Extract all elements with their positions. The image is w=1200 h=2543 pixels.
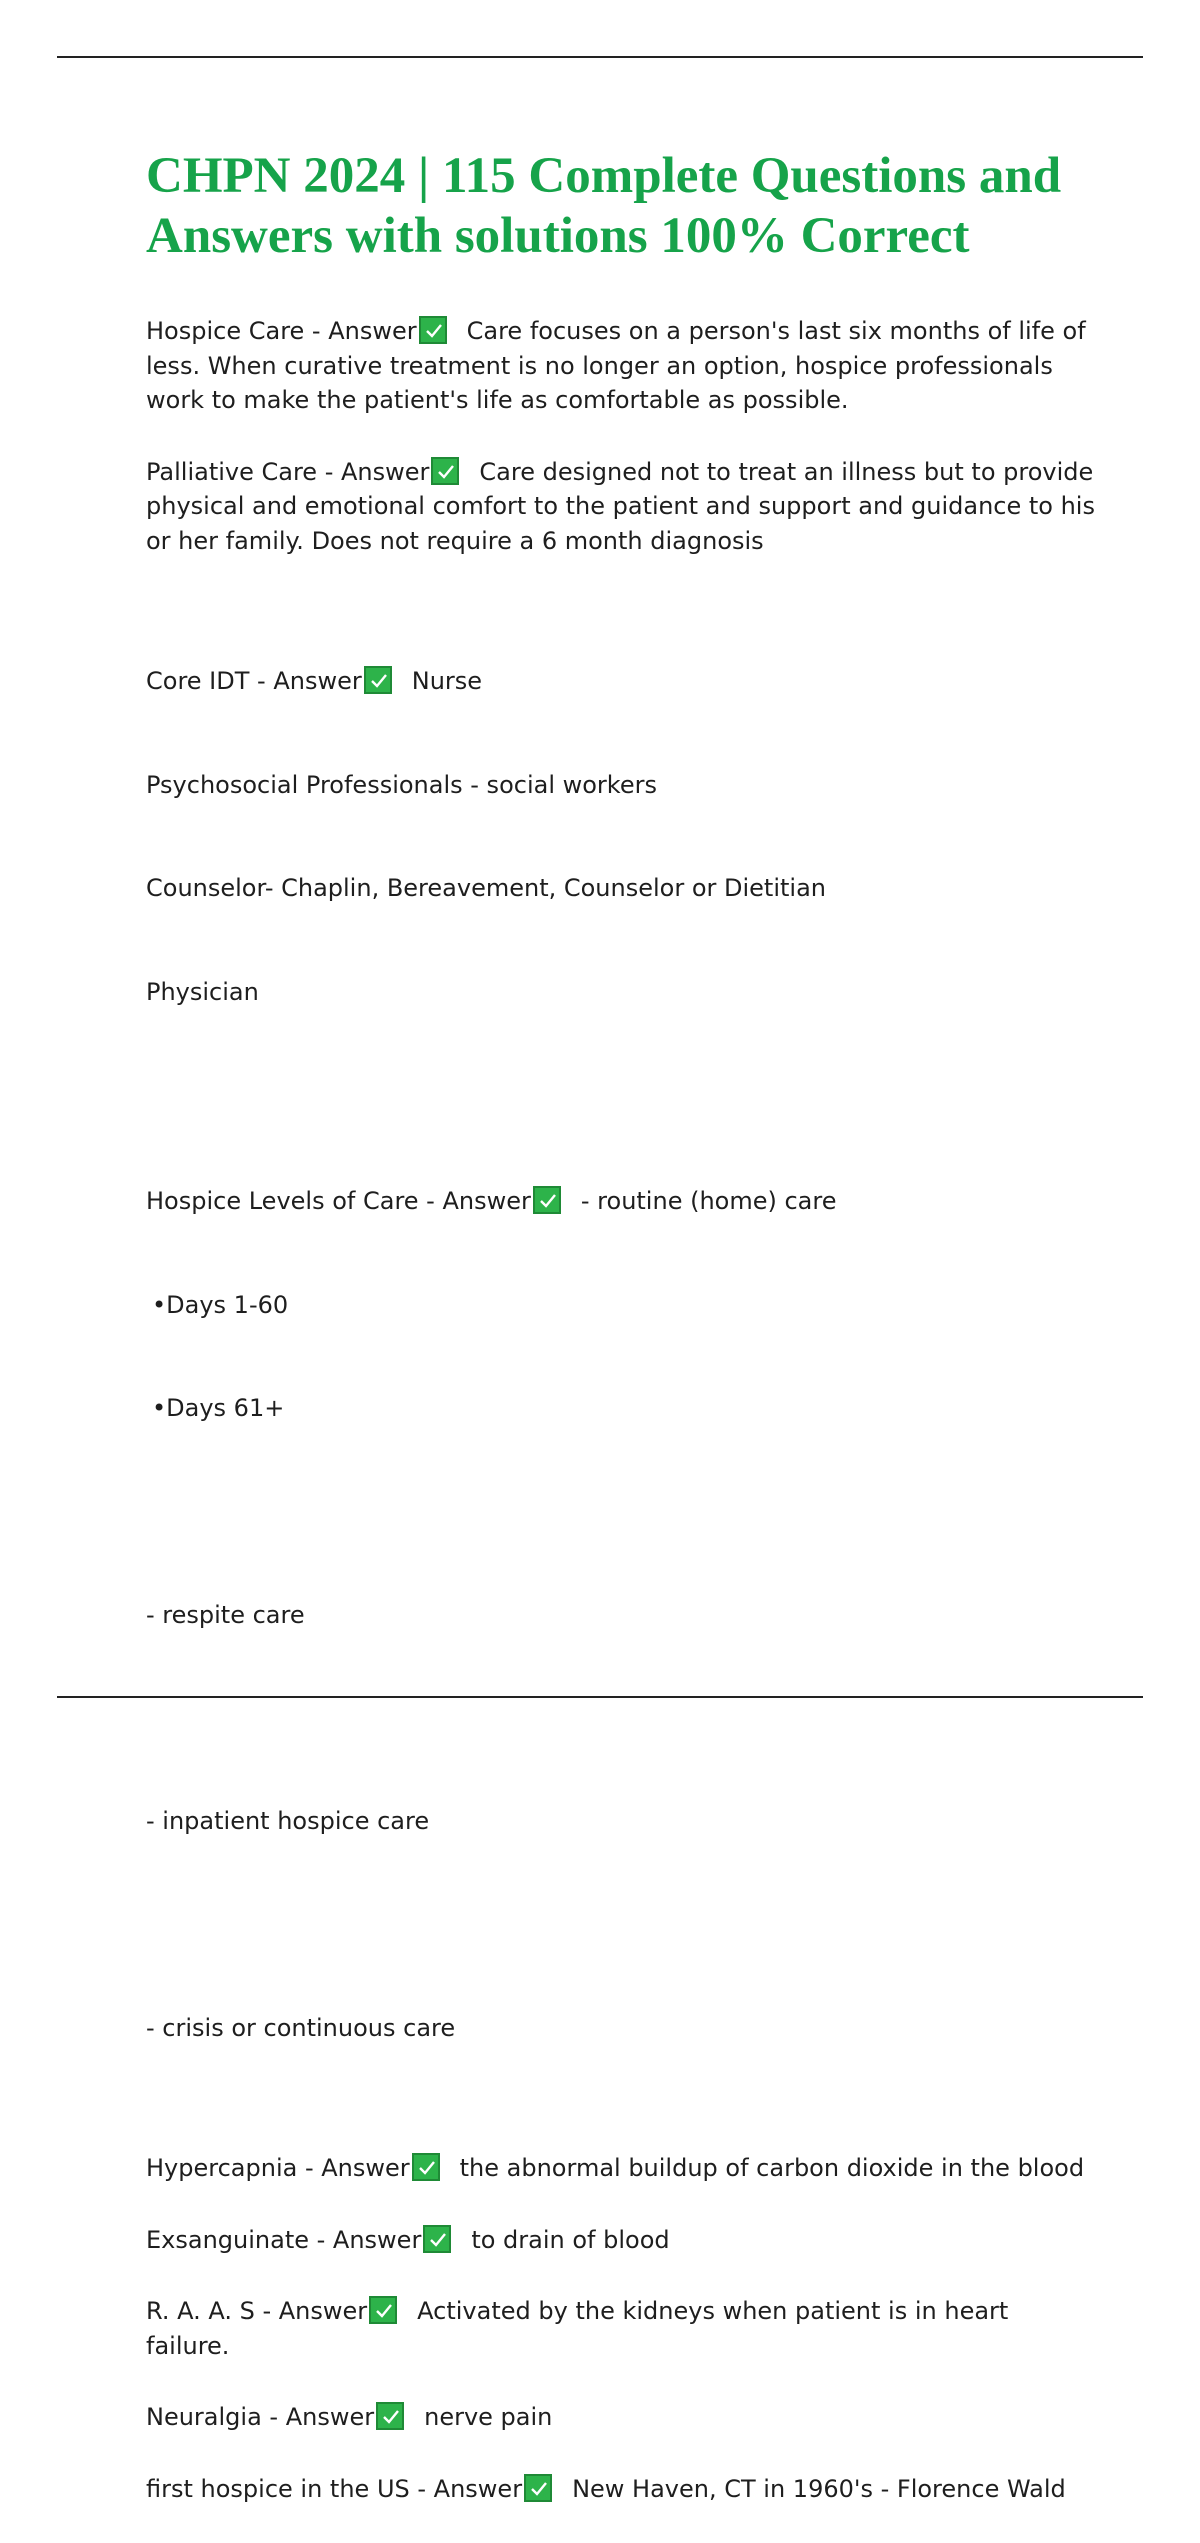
qa-term: Exsanguinate	[146, 2225, 309, 2254]
qa-item: R. A. A. S - Answer Activated by the kidneys when patient is in heart failure.	[146, 2297, 1016, 2360]
answer-label: Answer	[340, 457, 430, 486]
qa-answer: Activated by the kidneys when patient is in heart failure.	[146, 2297, 1016, 2360]
qa-answer-line: Counselor- Chaplin, Bereavement, Counselor or Dietitian	[146, 874, 827, 902]
qa-answer: Nurse	[411, 667, 483, 695]
qa-answer: New Haven, CT in 1960's - Florence Wald	[572, 2474, 1066, 2503]
qa-term: R. A. A. S	[146, 2297, 255, 2325]
spacer	[146, 1495, 1096, 1529]
qa-answer: nerve pain	[424, 2403, 553, 2431]
qa-item: Hospice Levels of Care - Answer - routine (home) care •Days 1-60 •Days 61+ - respite care - inpatient hospice care - crisis or continuous care	[146, 1115, 1096, 2114]
sub-item: - respite care	[146, 1600, 305, 1629]
qa-answer: to drain of blood	[471, 2225, 670, 2254]
qa-term: first hospice in the US	[146, 2474, 410, 2503]
check-box-icon	[376, 2402, 404, 2430]
qa-item: Neuralgia - Answer nerve pain	[146, 2403, 553, 2431]
answer-label: Answer	[442, 1187, 531, 1215]
qa-term: Neuralgia	[146, 2403, 262, 2431]
check-box-icon	[533, 1186, 561, 1214]
answer-label: Answer	[433, 2474, 523, 2503]
check-box-icon	[431, 457, 459, 485]
qa-term: Hospice Levels of Care	[146, 1187, 419, 1215]
bottom-rule	[57, 1696, 1143, 1698]
answer-label: Answer	[285, 2403, 375, 2431]
sub-item: - inpatient hospice care	[146, 1807, 430, 1835]
spacer	[146, 1701, 1096, 1735]
check-box-icon	[412, 2153, 440, 2181]
qa-item: Exsanguinate - Answer to drain of blood	[146, 2225, 670, 2254]
qa-term: Core IDT	[146, 667, 250, 695]
document-body	[146, 146, 1103, 2543]
answer-label: Answer	[321, 2154, 410, 2182]
qa-answer: Care focuses on a person's last six months of life of less. When curative treatment is no longer an option, hospice professionals work to make the patient's life as comfortable as possible.	[146, 317, 1094, 414]
qa-term: Hypercapnia	[146, 2154, 298, 2182]
check-box-icon	[524, 2474, 552, 2502]
qa-item: Hypercapnia - Answer the abnormal buildup of carbon dioxide in the blood	[146, 2154, 1085, 2182]
qa-answer: Care designed not to treat an illness but to provide physical and emotional comfort to the patient and support and guidance to his or her family. Does not require a 6 month diagnosis	[146, 457, 1103, 555]
qa-term: Palliative Care	[146, 457, 318, 486]
check-box-icon	[364, 666, 392, 694]
qa-item: Core IDT - Answer Nurse Psychosocial Professionals - social workers Counselor- Chaplin, Bereavement, Counselor or Dietitian Physician	[146, 595, 1096, 1078]
qa-answer: - routine (home) care	[580, 1187, 837, 1215]
bullet-item: •Days 1-60	[152, 1290, 289, 1319]
check-box-icon	[369, 2296, 397, 2324]
qa-answer-line: Psychosocial Professionals - social workers	[146, 770, 657, 799]
sub-item: - crisis or continuous care	[146, 2013, 456, 2042]
bullet-item: •Days 61+	[152, 1394, 285, 1422]
qa-item: Hospice Care - Answer Care focuses on a person's last six months of life of less. When curative treatment is no longer an option, hospice professionals work to make the patient's life as comfortable as possible.	[146, 317, 1094, 414]
answer-label: Answer	[328, 317, 417, 345]
qa-answer-line: Physician	[146, 977, 259, 1006]
qa-item: Palliative Care - Answer Care designed not to treat an illness but to provide physical and emotional comfort to the patient and support and guidance to his or her family. Does not require a 6 month diagnosis	[146, 457, 1103, 555]
spacer	[146, 1908, 1096, 1942]
top-rule	[57, 56, 1143, 58]
answer-label: Answer	[273, 667, 362, 695]
answer-label: Answer	[332, 2225, 422, 2254]
check-box-icon	[423, 2225, 451, 2253]
answer-label: Answer	[278, 2297, 368, 2325]
qa-term: Hospice Care	[146, 317, 305, 345]
check-box-icon	[419, 316, 447, 344]
qa-item: first hospice in the US - Answer New Haven, CT in 1960's - Florence Wald	[146, 2474, 1066, 2503]
page-title: CHPN 2024 | 115 Complete Questions and Answers with solutions 100% Correct	[146, 148, 1062, 264]
qa-answer: the abnormal buildup of carbon dioxide in the blood	[459, 2154, 1085, 2182]
